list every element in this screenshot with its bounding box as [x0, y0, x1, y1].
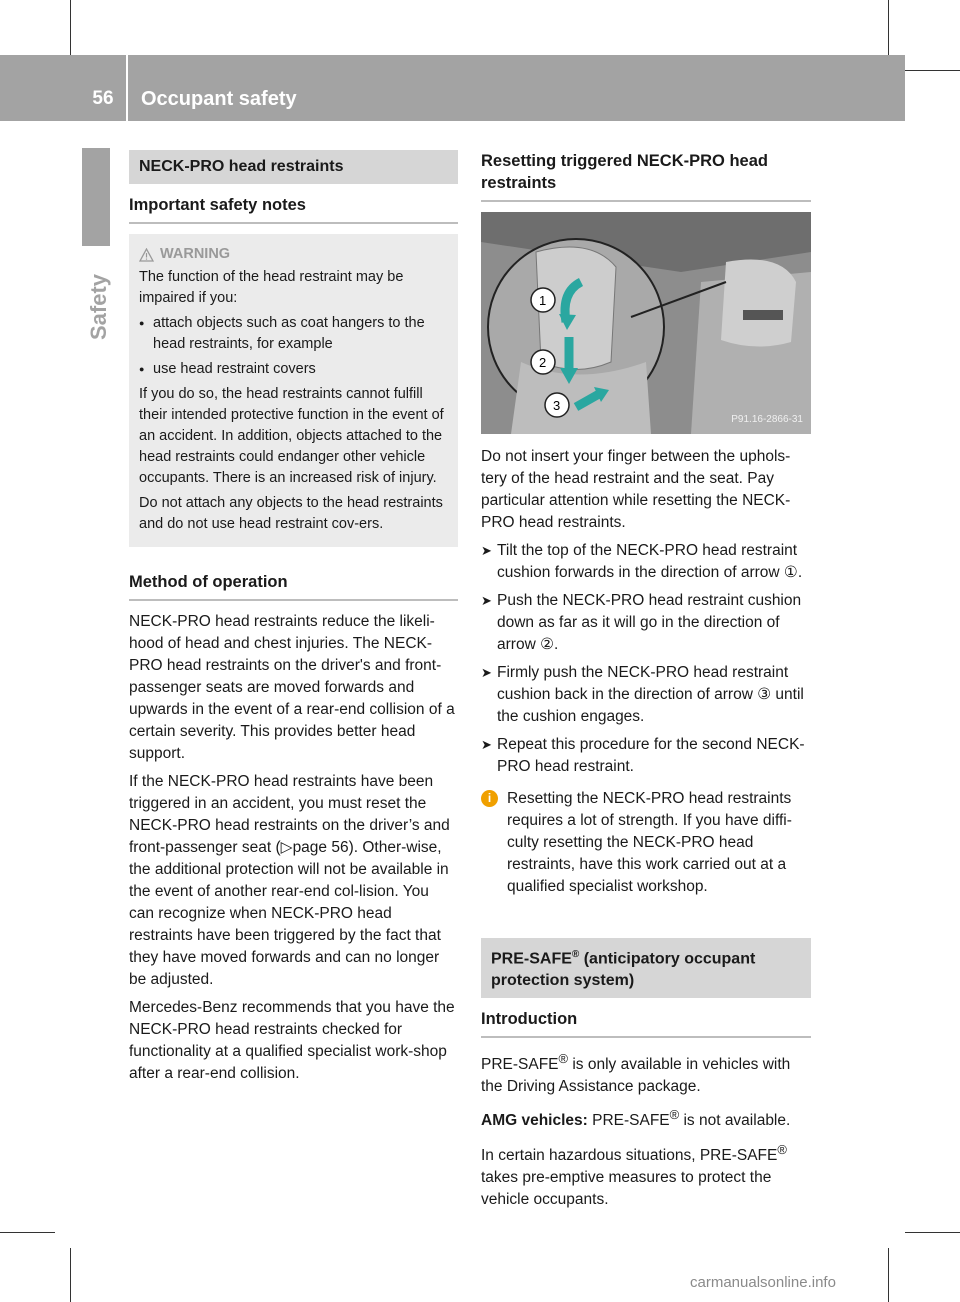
watermark: carmanualsonline.info: [690, 1274, 836, 1291]
figure-callout-3: 3: [553, 398, 561, 413]
arrow-right-icon: ➤: [481, 737, 492, 752]
info-text: Resetting the NECK-PRO head restraints requires a lot of strength. If you have diffi-culty resetting the NECK-PRO head restraints, have this work carried out at a qualified specialist workshop.: [507, 790, 792, 895]
crop-mark: [888, 1248, 889, 1302]
left-column: [129, 150, 458, 1091]
subheading-resetting: Resetting triggered NECK-PRO head restraints: [481, 150, 811, 202]
instruction-step: [481, 590, 811, 656]
section-title-neck-pro: NECK-PRO head restraints: [129, 150, 458, 184]
body-paragraph: Do not insert your finger between the uphols-tery of the head restraint and the seat. Pay particular attention while resetting the NECK-PRO head restraints.: [481, 448, 791, 531]
crop-mark: [905, 70, 960, 71]
body-text: is not available.: [679, 1112, 791, 1130]
crop-mark: [0, 1232, 55, 1233]
header-divider: [126, 55, 128, 121]
section-title-text: (anticipatory occupant protection system): [491, 950, 756, 990]
step-text: Tilt the top of the NECK-PRO head restraint cushion forwards in the direction of arrow: [497, 542, 798, 581]
arrow-right-icon: ➤: [481, 593, 492, 608]
page-reference-link[interactable]: page 56: [292, 839, 349, 856]
header-band: [0, 55, 905, 121]
step-end: .: [553, 636, 559, 653]
crop-mark: [905, 1232, 960, 1233]
warning-title: [139, 244, 448, 265]
body-paragraph: NECK-PRO head restraints reduce the likeli-hood of head and chest injuries. The NECK-PRO head restraints on the driver's and front-passenger seats are moved forwards and upwards in the event of a rear-end collision of a certain severity. This provides better head support.: [129, 613, 455, 762]
warning-triangle-icon: [139, 248, 154, 262]
warning-bullet: ● attach objects such as coat hangers to the head restraints, for example: [139, 313, 448, 355]
registered-mark: ®: [669, 1107, 680, 1123]
subheading-introduction: Introduction: [481, 1008, 811, 1038]
info-note: [481, 788, 811, 898]
page-number: 56: [92, 88, 114, 109]
body-paragraph: [481, 1104, 811, 1132]
step-ref: ③: [757, 686, 772, 703]
instruction-step: [481, 734, 811, 778]
crop-mark: [888, 0, 889, 55]
instruction-step: [481, 662, 811, 728]
triangle-right-icon: ▷: [280, 839, 293, 856]
crop-mark: [70, 0, 71, 55]
registered-mark: ®: [558, 1051, 569, 1067]
body-paragraph: Mercedes-Benz recommends that you have the NECK-PRO head restraints checked for functionality at a qualified specialist work-shop after a rear-end collision.: [129, 999, 455, 1082]
step-end: .: [797, 564, 803, 581]
body-text: ). Other-wise, the additional protection will not be available in the event of another rear-end col-lision. You can recognize when NECK-PRO head restraints have been triggered by the fact that they have moved forwards and can no longer be adjusted.: [129, 839, 449, 988]
body-paragraph: [129, 771, 458, 991]
side-tab-label: Safety: [86, 273, 111, 340]
chapter-title: Occupant safety: [141, 88, 297, 110]
body-text: In certain hazardous situations, PRE-SAFE: [481, 1146, 778, 1164]
amg-label: AMG vehicles:: [481, 1112, 588, 1130]
figure-callout-1: 1: [539, 293, 547, 308]
body-paragraph: [481, 1139, 811, 1211]
body-paragraph: [481, 1048, 811, 1098]
arrow-right-icon: ➤: [481, 665, 492, 680]
registered-mark: ®: [571, 949, 580, 960]
figure-code: P91.16-2866-31: [731, 414, 803, 425]
warning-paragraph: Do not attach any objects to the head restraints and do not use head restraint cov-ers.: [139, 495, 443, 532]
body-text: PRE-SAFE: [481, 1056, 559, 1074]
subheading-safety-notes: Important safety notes: [129, 194, 458, 224]
warning-paragraph: If you do so, the head restraints cannot fulfill their intended protective function in the event of an accident. In addition, objects attached to the head restraints could endanger other vehicle occupants. There is an increased risk of injury.: [139, 386, 444, 486]
info-icon: i: [481, 790, 498, 807]
side-tab: [82, 148, 110, 246]
body-text: is only available in vehicles with the Driving Assistance package.: [481, 1056, 791, 1096]
step-text: Push the NECK-PRO head restraint cushion down as far as it will go in the direction of arrow: [497, 592, 802, 653]
body-text: If the NECK-PRO head restraints have been triggered in an accident, you must reset the NECK-PRO head restraints on the driver’s and front-passenger seat (: [129, 773, 450, 856]
figure-callout-2: 2: [539, 355, 547, 370]
crop-mark: [70, 1248, 71, 1302]
warning-bullet: ● use head restraint covers: [139, 359, 448, 380]
warning-title-text: WARNING: [160, 246, 231, 262]
step-ref: ②: [540, 636, 554, 653]
arrow-right-icon: ➤: [481, 543, 492, 558]
warning-intro: The function of the head restraint may be impaired if you:: [139, 269, 404, 306]
body-text: takes pre-emptive measures to protect the vehicle occupants.: [481, 1168, 772, 1208]
body-text: PRE-SAFE: [587, 1112, 670, 1130]
warning-box: [129, 234, 458, 547]
registered-mark: ®: [777, 1141, 787, 1157]
step-end: until the cushion engages.: [497, 686, 804, 725]
section-title-text: PRE-SAFE: [491, 950, 572, 968]
right-column: [481, 150, 811, 1217]
head-restraint-figure: [481, 212, 811, 434]
step-text: Repeat this procedure for the second NECK-PRO head restraint.: [497, 736, 805, 775]
step-text: Firmly push the NECK-PRO head restraint cushion back in the direction of arrow: [497, 664, 789, 703]
step-ref: ①: [783, 564, 798, 581]
subheading-method: Method of operation: [129, 571, 458, 601]
section-title-pre-safe: [481, 938, 811, 998]
head-restraint-illustration: [481, 212, 811, 434]
instruction-step: [481, 540, 811, 584]
